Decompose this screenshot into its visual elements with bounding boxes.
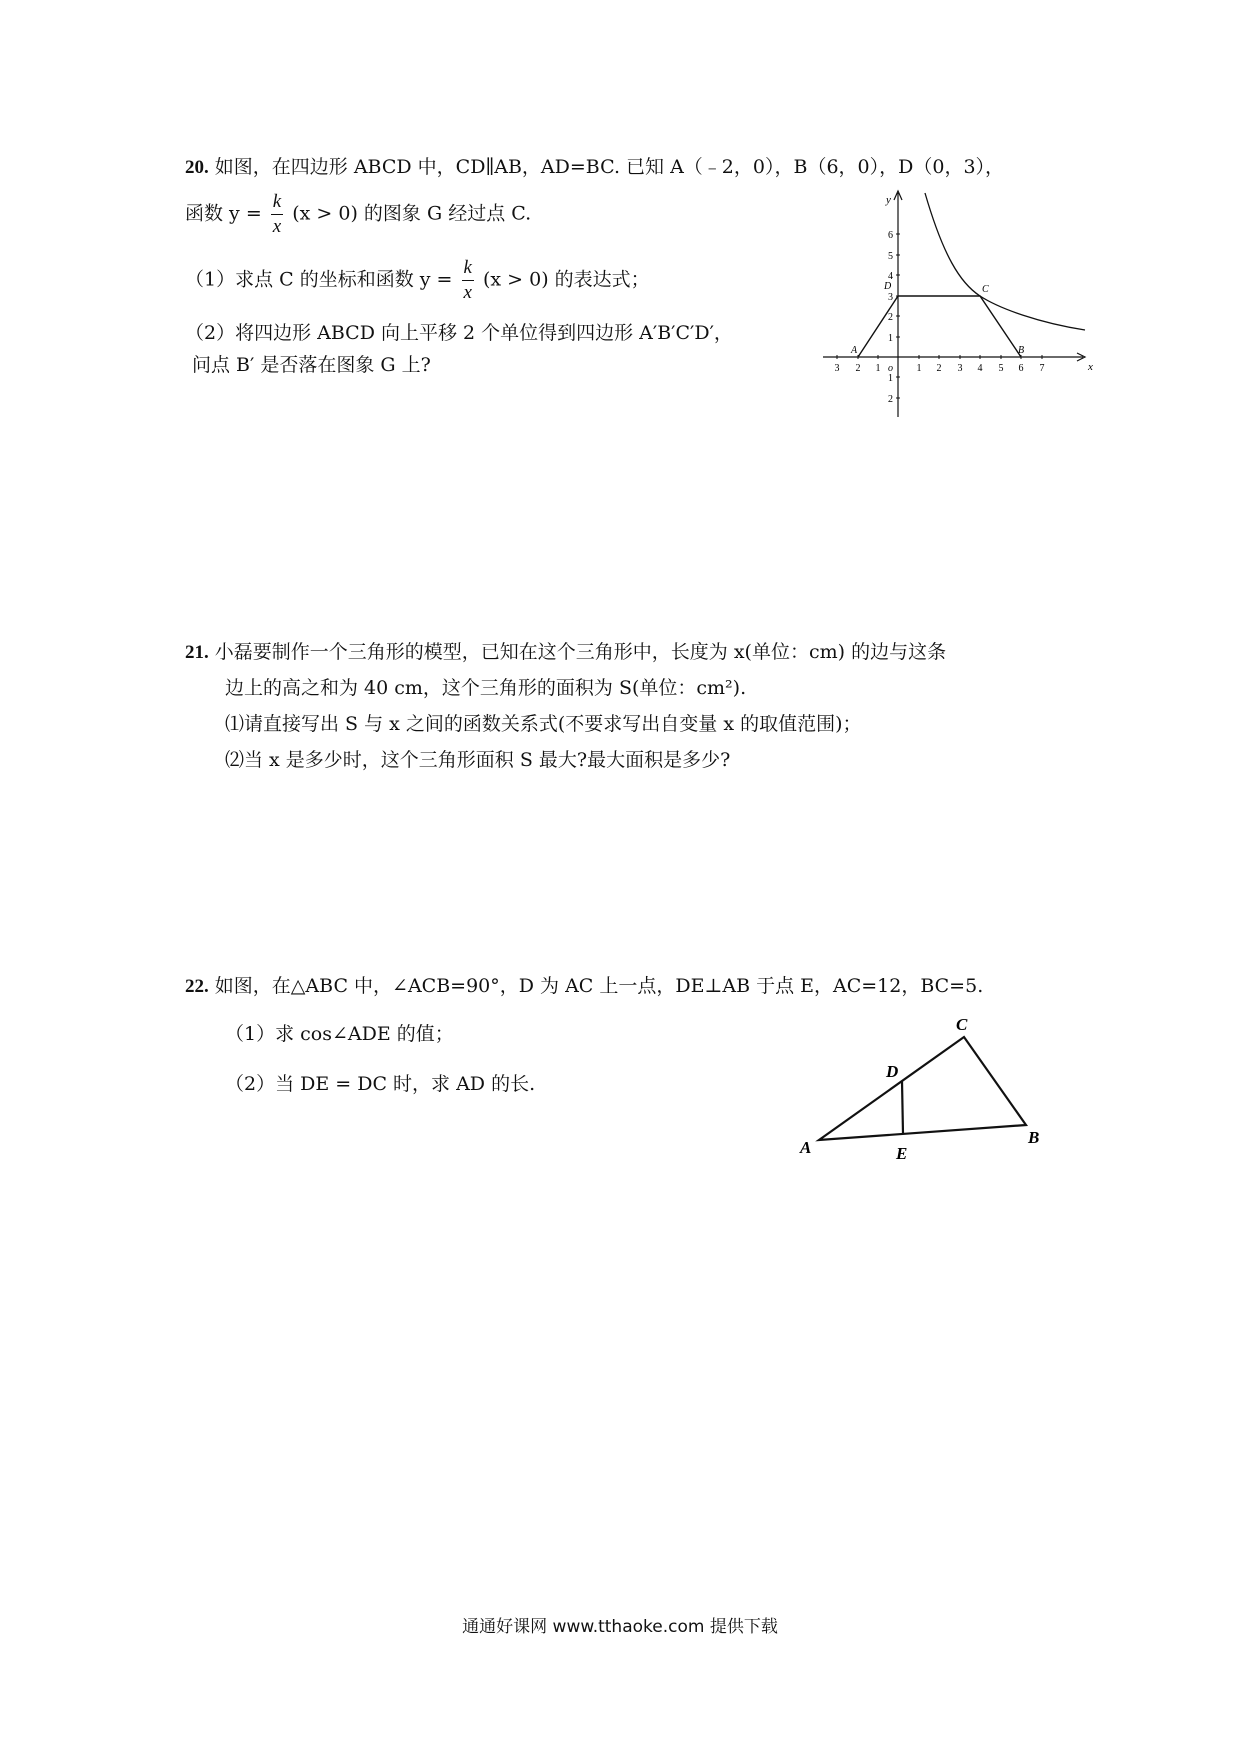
y-tick-labels [888, 230, 893, 405]
fraction-k-over-x-2 [462, 256, 474, 305]
q20-part1-text: （1）求点 C 的坐标和函数 y = [185, 268, 453, 291]
vertex-c-label: C [956, 1015, 968, 1034]
x-tick-7: 7 [1039, 363, 1045, 374]
q22-triangle-figure [780, 1010, 1060, 1175]
x-tick-2: 2 [936, 363, 942, 374]
point-b-label: B [1018, 345, 1025, 356]
point-e-label: E [896, 1144, 908, 1163]
q22-part2: （2）当 DE = DC 时，求 AD 的长. [225, 1073, 536, 1095]
point-d-label: D [886, 1062, 899, 1081]
fraction-k-over-x [271, 190, 283, 239]
q20-function-label: 函数 y = [185, 202, 262, 225]
hyperbola-graph-g [925, 193, 1085, 330]
x-axis-label: x [1088, 361, 1093, 373]
q21-stem-text: 小磊要制作一个三角形的模型，已知在这个三角形中，长度为 x(单位：cm) 的边与这条 [214, 641, 947, 663]
y-tick-3: 3 [888, 292, 893, 303]
q20-line2 [185, 190, 531, 239]
y-tick-6: 6 [888, 230, 893, 241]
q21-line1 [185, 637, 946, 668]
q21-line2: 边上的高之和为 40 cm，这个三角形的面积为 S(单位：cm²). [225, 677, 747, 699]
q21-number: 21. [185, 642, 209, 663]
q21-part2: ⑵当 x 是多少时，这个三角形面积 S 最大?最大面积是多少? [225, 749, 731, 771]
q20-stem-text: 如图，在四边形 ABCD 中，CD∥AB，AD=BC. 已知 A（﹣2，0），B（6，0），D（0，3）， [214, 156, 1005, 178]
fraction-denominator: x [272, 216, 282, 237]
y-tick-5: 5 [888, 251, 893, 262]
y-tick-4: 4 [888, 271, 893, 282]
q20-line1 [185, 152, 1004, 183]
q22-part1: （1）求 cos∠ADE 的值； [225, 1023, 454, 1045]
q21-part1: ⑴请直接写出 S 与 x 之间的函数关系式(不要求写出自变量 x 的取值范围)； [225, 713, 862, 735]
x-tick-1: 1 [916, 363, 922, 374]
q20-number: 20. [185, 157, 209, 178]
y-tick-1: 1 [888, 333, 893, 344]
x-tick-neg2: 2 [855, 363, 861, 374]
q20-function-condition: (x > 0) 的图象 G 经过点 C. [292, 202, 532, 225]
x-tick-labels [835, 363, 1045, 374]
y-tick-2: 2 [888, 312, 893, 323]
fraction-numerator: k [462, 256, 474, 281]
origin-label: o [888, 363, 893, 374]
x-tick-5: 5 [998, 363, 1004, 374]
fraction-numerator: k [271, 190, 283, 215]
x-tick-neg3: 3 [834, 363, 840, 374]
point-labels [850, 281, 1024, 356]
figure-labels [799, 1015, 1039, 1163]
q22-number: 22. [185, 976, 209, 997]
y-axis-label: y [886, 194, 891, 206]
x-tick-6: 6 [1018, 363, 1024, 374]
q22-line1 [185, 971, 983, 1002]
q20-part1-end: (x > 0) 的表达式； [482, 268, 650, 291]
triangle-abc [819, 1037, 1026, 1140]
q22-stem-text: 如图，在△ABC 中，∠ACB=90°，D 为 AC 上一点，DE⊥AB 于点 E，AC=12，BC=5. [214, 975, 984, 997]
vertex-a-label: A [800, 1138, 812, 1157]
segment-de [902, 1081, 903, 1134]
y-tick-neg2: 2 [888, 394, 893, 405]
q20-part1 [185, 256, 650, 305]
x-tick-4: 4 [977, 363, 983, 374]
footer-download-note: 通通好课网 www.tthaoke.com 提供下载 [462, 1617, 778, 1637]
x-tick-3: 3 [957, 363, 963, 374]
q20-part2-line1: （2）将四边形 ABCD 向上平移 2 个单位得到四边形 A′B′C′D′， [185, 322, 733, 344]
point-c-label: C [982, 284, 989, 295]
fraction-denominator: x [463, 282, 472, 303]
q20-part2-line2: 问点 B′ 是否落在图象 G 上? [192, 354, 431, 376]
x-tick-neg1: 1 [875, 363, 881, 374]
point-a-label: A [851, 345, 858, 356]
y-tick-neg1: 1 [888, 373, 893, 384]
vertex-b-label: B [1028, 1128, 1040, 1147]
point-d-label: D [884, 281, 892, 292]
q20-coordinate-graph [815, 185, 1100, 430]
